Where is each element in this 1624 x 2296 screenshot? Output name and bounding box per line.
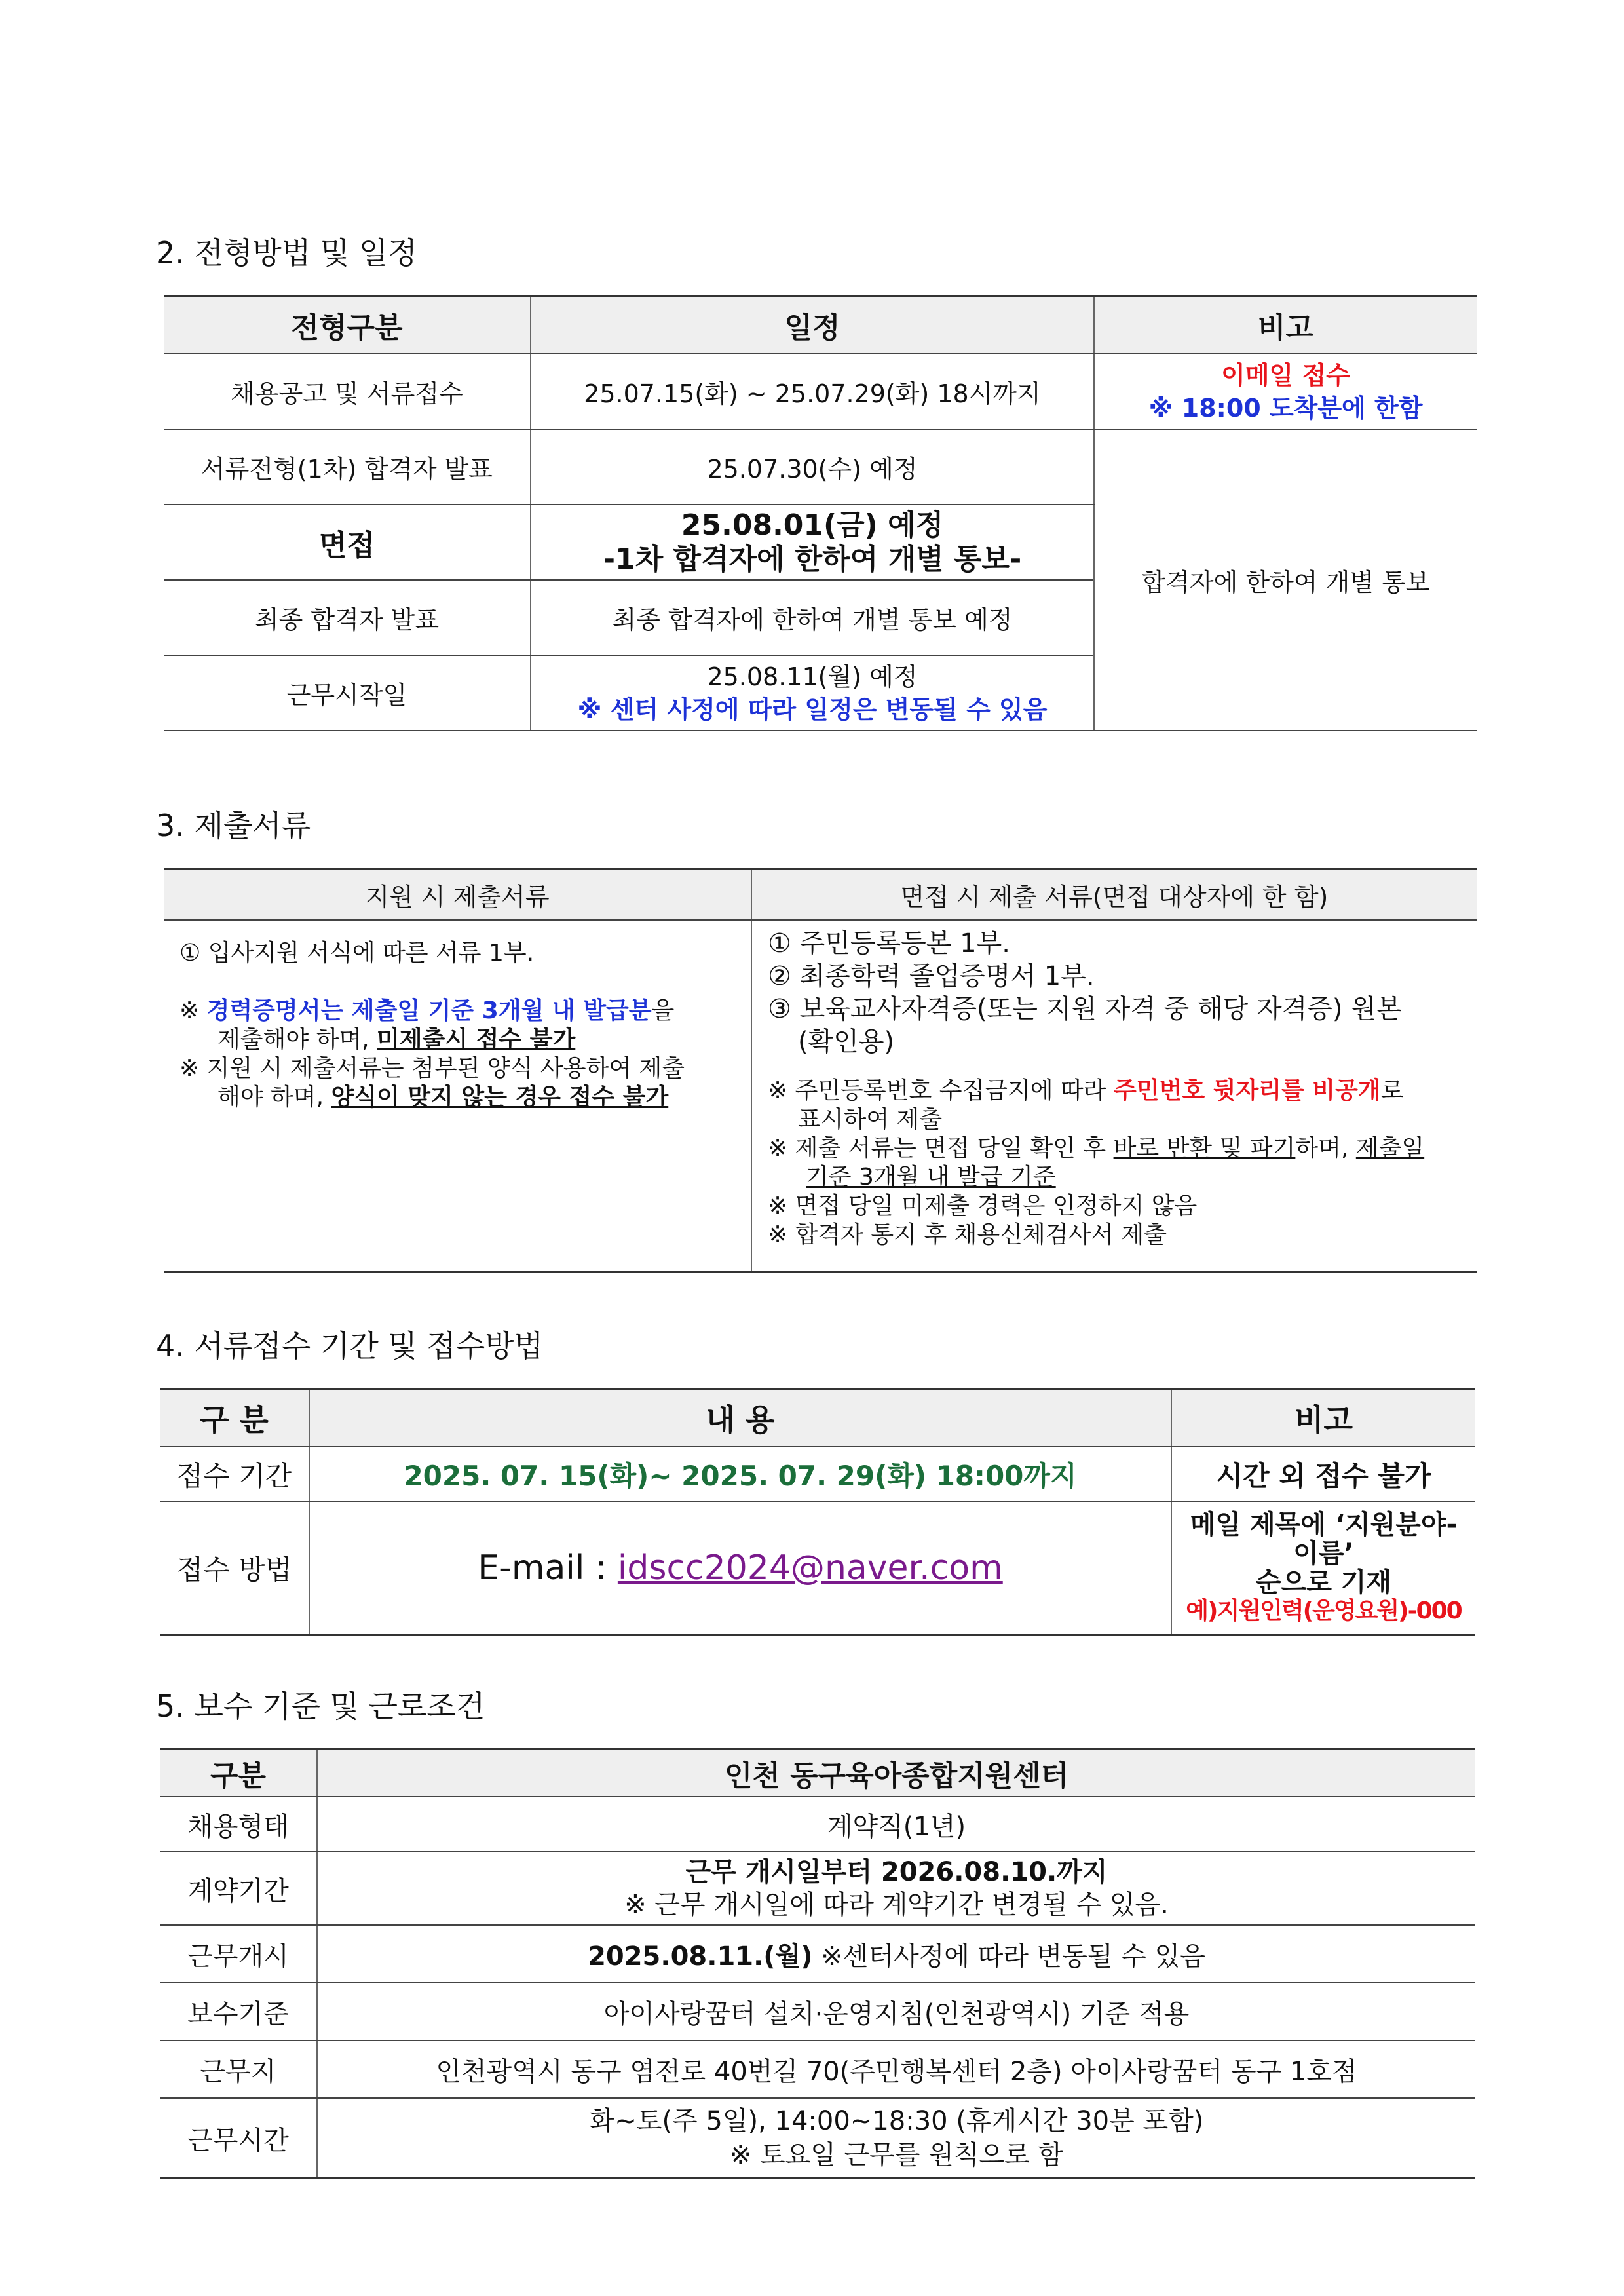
stage-cell: 채용공고 및 서류접수 [164, 354, 531, 429]
date-cell: 25.07.15(화) ~ 25.07.29(화) 18시까지 [531, 354, 1094, 429]
doc-note: 기준 3개월 내 발급 기준 [806, 1164, 1056, 1191]
email-link[interactable]: idscc2024@naver.com [617, 1548, 1003, 1588]
date-cell: 25.07.30(수) 예정 [531, 429, 1094, 505]
col-header: 일정 [531, 296, 1094, 354]
merged-note-cell: 합격자에 한하여 개별 통보 [1094, 429, 1477, 731]
doc-note: 해야 하며, 양식이 맞지 않는 경우 접수 불가 [217, 1084, 669, 1111]
value-cell: 인천광역시 동구 염전로 40번길 70(주민행복센터 2층) 아이사랑꿈터 동구 1호점 [317, 2040, 1475, 2098]
col-header: 구 분 [160, 1389, 309, 1447]
stage-cell: 근무시작일 [164, 655, 531, 731]
table-row [164, 429, 1477, 505]
label-cell: 보수기준 [160, 1983, 317, 2040]
conditions-table [160, 1748, 1475, 2179]
doc-note: 표시하여 제출 [798, 1106, 943, 1133]
value-cell: 근무 개시일부터 2026.08.10.까지 ※ 근무 개시일에 따라 계약기간 변경될 수 있음. [317, 1852, 1475, 1925]
date-cell: 최종 합격자에 한하여 개별 통보 예정 [531, 580, 1094, 655]
schedule-table [164, 295, 1477, 731]
label-cell: 접수 방법 [160, 1502, 309, 1635]
doc-item: (확인용) [798, 1027, 895, 1057]
col-header: 내 용 [309, 1389, 1171, 1447]
stage-cell: 면접 [164, 505, 531, 580]
doc-note: ※ 면접 당일 미제출 경력은 인정하지 않음 [768, 1193, 1198, 1219]
table-header-row [160, 1389, 1475, 1447]
label-cell: 계약기간 [160, 1852, 317, 1925]
doc-note: ※ 주민등록번호 수집금지에 따라 주민번호 뒷자리를 비공개로 [768, 1077, 1404, 1104]
label-cell: 채용형태 [160, 1797, 317, 1852]
interview-note: -1차 합격자에 한하여 개별 통보- [603, 542, 1022, 576]
table-row [160, 2040, 1475, 2098]
col-header: 비고 [1094, 296, 1477, 354]
start-date: 25.08.11(월) 예정 [707, 662, 918, 691]
table-header-row [164, 296, 1477, 354]
col-header: 면접 시 제출 서류(면접 대상자에 한 함) [751, 869, 1477, 921]
section-5-title: 5. 보수 기준 및 근로조건 [156, 1689, 485, 1724]
note-deadline: ※ 18:00 도착분에 한함 [1148, 393, 1423, 423]
table-row [160, 1852, 1475, 1925]
value-cell: 계약직(1년) [317, 1797, 1475, 1852]
doc-item: ③ 보육교사자격증(또는 지원 자격 중 해당 자격증) 원본 [768, 994, 1402, 1024]
note-email: 이메일 접수 [1221, 360, 1350, 390]
label-cell: 근무시간 [160, 2098, 317, 2179]
interview-date: 25.08.01(금) 예정 [681, 508, 944, 542]
stage-cell: 최종 합격자 발표 [164, 580, 531, 655]
date-cell [531, 655, 1094, 731]
label-cell: 근무개시 [160, 1925, 317, 1983]
table-row [160, 1447, 1475, 1502]
table-row [160, 1502, 1475, 1635]
section-2-title: 2. 전형방법 및 일정 [156, 235, 417, 271]
table-header-row [160, 1750, 1475, 1797]
section-4-title: 4. 서류접수 기간 및 접수방법 [156, 1328, 544, 1364]
doc-note: ※ 제출 서류는 면접 당일 확인 후 바로 반환 및 파기하며, 제출일 [768, 1135, 1425, 1162]
doc-item: ② 최종학력 졸업증명서 1부. [768, 961, 1095, 991]
note-cell: 시간 외 접수 불가 [1171, 1447, 1475, 1502]
stage-cell: 서류전형(1차) 합격자 발표 [164, 429, 531, 505]
documents-table [164, 868, 1477, 1273]
table-row [160, 1925, 1475, 1983]
table-row [160, 2098, 1475, 2179]
interview-docs-cell [751, 920, 1477, 1272]
doc-note: ※ 경력증명서는 제출일 기준 3개월 내 발급분을 [179, 997, 675, 1024]
submission-table [160, 1388, 1475, 1636]
doc-note: ※ 지원 시 제출서류는 첨부된 양식 사용하여 제출 [179, 1055, 685, 1082]
date-cell [531, 505, 1094, 580]
col-header: 전형구분 [164, 296, 531, 354]
table-row [164, 920, 1477, 1272]
table-row [160, 1983, 1475, 2040]
label-cell: 접수 기간 [160, 1447, 309, 1502]
doc-note: 제출해야 하며, 미제출시 접수 불가 [217, 1026, 576, 1053]
period-cell: 2025. 07. 15(화)~ 2025. 07. 29(화) 18:00까지 [309, 1447, 1171, 1502]
value-cell: 2025.08.11.(월) ※센터사정에 따라 변동될 수 있음 [317, 1925, 1475, 1983]
col-header: 비고 [1171, 1389, 1475, 1447]
table-row [164, 354, 1477, 429]
doc-note: ※ 합격자 통지 후 채용신체검사서 제출 [768, 1221, 1167, 1248]
method-cell: E-mail : idscc2024@naver.com [309, 1502, 1171, 1635]
col-header: 구분 [160, 1750, 317, 1797]
doc-item: ① 입사지원 서식에 따른 서류 1부. [179, 940, 535, 966]
start-note: ※ 센터 사정에 따라 일정은 변동될 수 있음 [577, 695, 1048, 724]
col-header: 지원 시 제출서류 [164, 869, 751, 921]
value-cell: 화~토(주 5일), 14:00~18:30 (휴게시간 30분 포함) ※ 토요일 근무를 원칙으로 함 [317, 2098, 1475, 2179]
table-row [160, 1797, 1475, 1852]
table-header-row [164, 869, 1477, 921]
doc-item: ① 주민등록등본 1부. [768, 928, 1010, 959]
note-cell [1094, 354, 1477, 429]
note-cell: 메일 제목에 ‘지원분야- 이름’ 순으로 기재 예)지원인력(운영요원)-000 [1171, 1502, 1475, 1635]
section-3-title: 3. 제출서류 [156, 808, 311, 843]
label-cell: 근무지 [160, 2040, 317, 2098]
col-header: 인천 동구육아종합지원센터 [317, 1750, 1475, 1797]
value-cell: 아이사랑꿈터 설치·운영지침(인천광역시) 기준 적용 [317, 1983, 1475, 2040]
application-docs-cell [164, 920, 751, 1272]
